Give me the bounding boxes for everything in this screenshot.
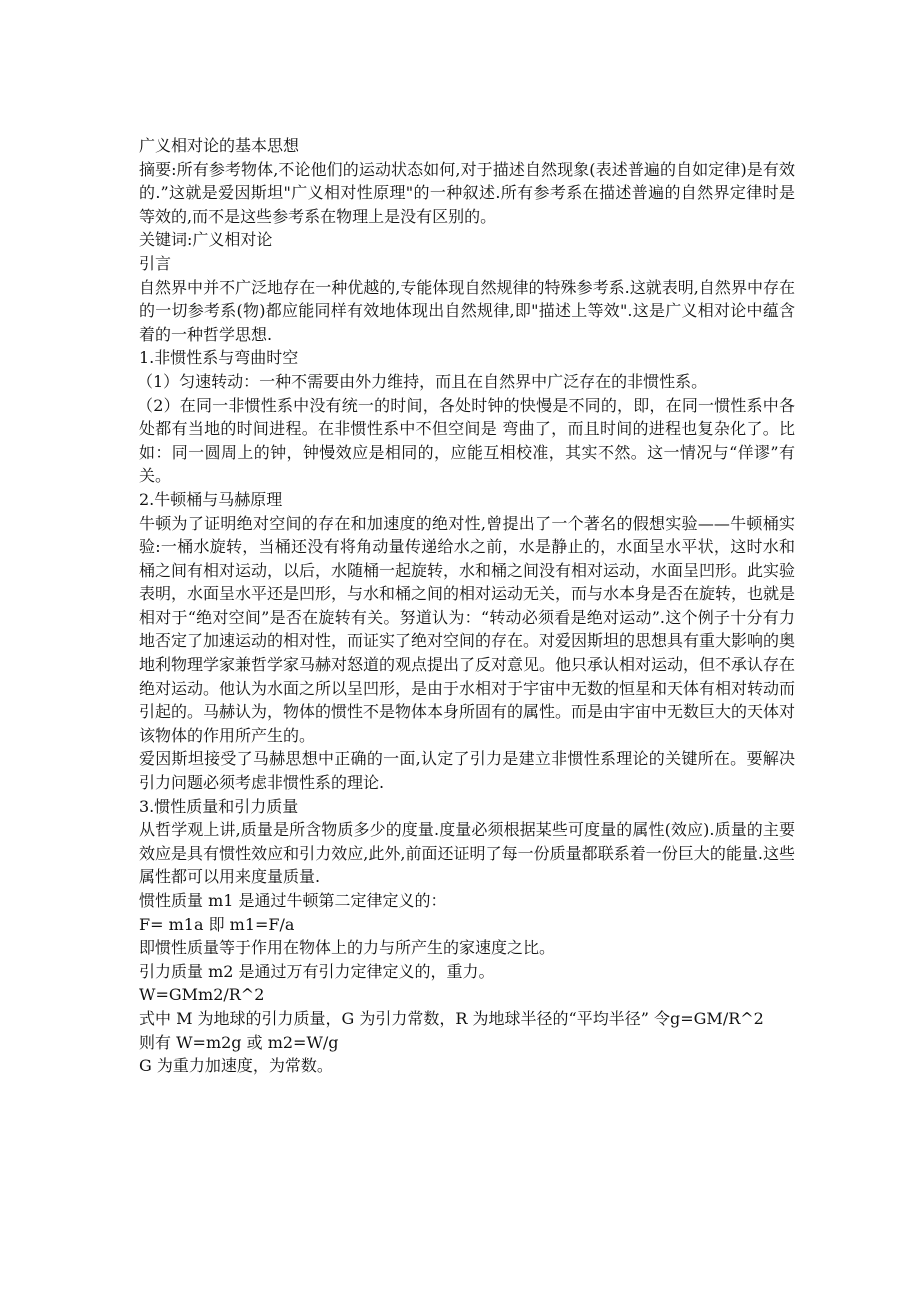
keywords-line: 关键词:广义相对论 xyxy=(139,230,273,250)
formula-newton-second-law: F= m1a 即 m1=F/a xyxy=(139,914,295,934)
intro-heading: 引言 xyxy=(139,253,172,273)
section3-line5: 则有 W=m2g 或 m2=W/g xyxy=(139,1032,339,1052)
section1-item1: （1）匀速转动：一种不需要由外力维持，而且在自然界中广泛存在的非惯性系。 xyxy=(137,371,708,391)
intro-paragraph: 自然界中并不广泛地存在一种优越的,专能体现自然规律的特殊参考系.这就表明,自然界中存在的一切参考系(物)都应能同样有效地体现出自然规律,即"描述上等效".这是广义相对论中蕴含着的一种哲学思想. xyxy=(139,277,795,344)
section2-paragraph2: 爱因斯坦接受了马赫思想中正确的一面,认定了引力是建立非惯性系理论的关键所在。要解决引力问题必须考虑非惯性系的理论. xyxy=(139,749,795,793)
document-title: 广义相对论的基本思想 xyxy=(139,136,300,155)
formula-gravitation: W=GMm2/R^2 xyxy=(139,985,265,1005)
section3-heading: 3.惯性质量和引力质量 xyxy=(139,796,299,816)
section3-line3: 引力质量 m2 是通过万有引力定律定义的，重力。 xyxy=(139,961,495,981)
section3-paragraph1: 从哲学观上讲,质量是所含物质多少的度量.度量必须根据某些可度量的属性(效应).质量的主要效应是具有惯性效应和引力效应,此外,前面还证明了每一份质量都联系着一份巨大的能量.这些属性都可以用来度量质量. xyxy=(139,820,795,887)
section3-line2: 即惯性质量等于作用在物体上的力与所产生的家速度之比。 xyxy=(139,938,556,958)
section1-item2: （2）在同一非惯性系中没有统一的时间，各处时钟的快慢是不同的，即，在同一惯性系中各处都有当地的时间进程。在非惯性系中不但空间是 弯曲了，而且时间的进程也复杂化了。比如：同一圆周上的钟，钟慢效应是相同的，应能互相校准，其实不然。这一情况与“佯谬”有关。 xyxy=(137,395,795,486)
section3-line1: 惯性质量 m1 是通过牛顿第二定律定义的： xyxy=(139,891,447,910)
section2-paragraph1: 牛顿为了证明绝对空间的存在和加速度的绝对性,曾提出了一个著名的假想实验——牛顿桶实验:一桶水旋转，当桶还没有将角动量传递给水之前，水是静止的，水面呈水平状，这时水和桶之间有相对运动，以后，水随桶一起旋转，水和桶之间没有相对运动，水面呈凹形。此实验表明，水面呈水平还是凹形，与水和桶之间的相对运动无关，而与水本身是否在旋转，也就是相对于“绝对空间”是否在旋转有关。努道认为：“转动必须看是绝对运动”.这个例子十分有力地否定了加速运动的相对性，而证实了绝对空间的存在。对爱因斯坦的思想具有重大影响的奥地利物理学家兼哲学家马赫对怒道的观点提出了反对意见。他只承认相对运动，但不承认存在绝对运动。他认为水面之所以呈凹形，是由于水相对于宇宙中无数的恒星和天体有相对转动而引起的。马赫认为，物体的惯性不是物体本身所固有的属性。而是由宇宙中无数巨大的天体对该物体的作用所产生的。 xyxy=(139,513,796,745)
section3-line6: G 为重力加速度，为常数。 xyxy=(139,1056,333,1076)
document-page xyxy=(139,134,795,1078)
abstract-paragraph: 摘要:所有参考物体,不论他们的运动状态如何,对于描述自然现象(表述普遍的自如定律)是有效的.”这就是爱因斯坦"广义相对性原理"的一种叙述.所有参考系在描述普遍的自然界定律时是等效的,而不是这些参考系在物理上是没有区别的。 xyxy=(139,159,795,226)
section2-heading: 2.牛顿桶与马赫原理 xyxy=(139,489,283,509)
section1-heading: 1.非惯性系与弯曲时空 xyxy=(139,348,299,368)
section3-line4: 式中 M 为地球的引力质量，G 为引力常数，R 为地球半径的“平均半径” 令g=GM/R^2 xyxy=(139,1008,764,1028)
